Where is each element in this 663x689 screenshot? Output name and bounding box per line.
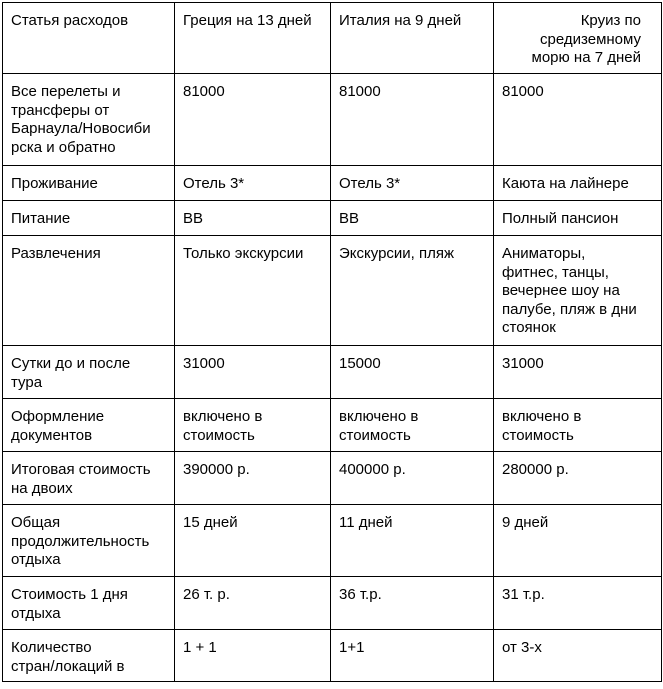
header-cell-cruise: Круиз по средиземному морю на 7 дней [494,3,662,74]
table-cell: 15 дней [175,505,331,577]
table-cell: Экскурсии, пляж [331,236,494,346]
row-label-cell: Оформление документов [3,399,175,452]
table-cell: 26 т. р. [175,577,331,630]
table-row [3,630,662,682]
table-cell: Каюта на лайнере [494,166,662,201]
table-cell: 1 + 1 [175,630,331,682]
table-cell: 81000 [175,74,331,166]
row-label-cell: Проживание [3,166,175,201]
table-cell: Полный пансион [494,201,662,236]
row-label-cell: Количество стран/локаций в [3,630,175,682]
table-row [3,505,662,577]
table-cell: Отель 3* [331,166,494,201]
table-cell: Только экскурсии [175,236,331,346]
table-row [3,201,662,236]
table-cell: 15000 [331,346,494,399]
row-label-cell: Стоимость 1 дня отдыха [3,577,175,630]
table-row [3,452,662,505]
table-cell: Отель 3* [175,166,331,201]
table-cell: 1+1 [331,630,494,682]
table-header-row [3,3,662,74]
table-cell: Аниматоры, фитнес, танцы, вечернее шоу на палубе, пляж в дни стоянок [494,236,662,346]
table-cell: 31 т.р. [494,577,662,630]
table-row [3,236,662,346]
table-cell: 81000 [494,74,662,166]
table-row [3,399,662,452]
table-cell: BB [331,201,494,236]
table-row [3,577,662,630]
header-cell-category: Статья расходов [3,3,175,74]
table-cell: 11 дней [331,505,494,577]
expense-comparison-table [2,2,662,682]
table-cell: включено в стоимость [175,399,331,452]
table-cell: 280000 р. [494,452,662,505]
table-cell: 400000 р. [331,452,494,505]
row-label-cell: Общая продолжительность отдыха [3,505,175,577]
row-label-cell: Питание [3,201,175,236]
table-cell: от 3-х [494,630,662,682]
table-cell: 9 дней [494,505,662,577]
table-row [3,166,662,201]
header-cell-greece: Греция на 13 дней [175,3,331,74]
table-cell: включено в стоимость [494,399,662,452]
table-cell: 31000 [494,346,662,399]
header-cell-italy: Италия на 9 дней [331,3,494,74]
table-cell: BB [175,201,331,236]
table-row [3,74,662,166]
table-cell: 81000 [331,74,494,166]
row-label-cell: Развлечения [3,236,175,346]
table-cell: 31000 [175,346,331,399]
table-cell: 390000 р. [175,452,331,505]
row-label-cell: Сутки до и после тура [3,346,175,399]
row-label-cell: Все перелеты и трансферы от Барнаула/Новосиби рска и обратно [3,74,175,166]
table-row [3,346,662,399]
row-label-cell: Итоговая стоимость на двоих [3,452,175,505]
table-cell: включено в стоимость [331,399,494,452]
table-cell: 36 т.р. [331,577,494,630]
